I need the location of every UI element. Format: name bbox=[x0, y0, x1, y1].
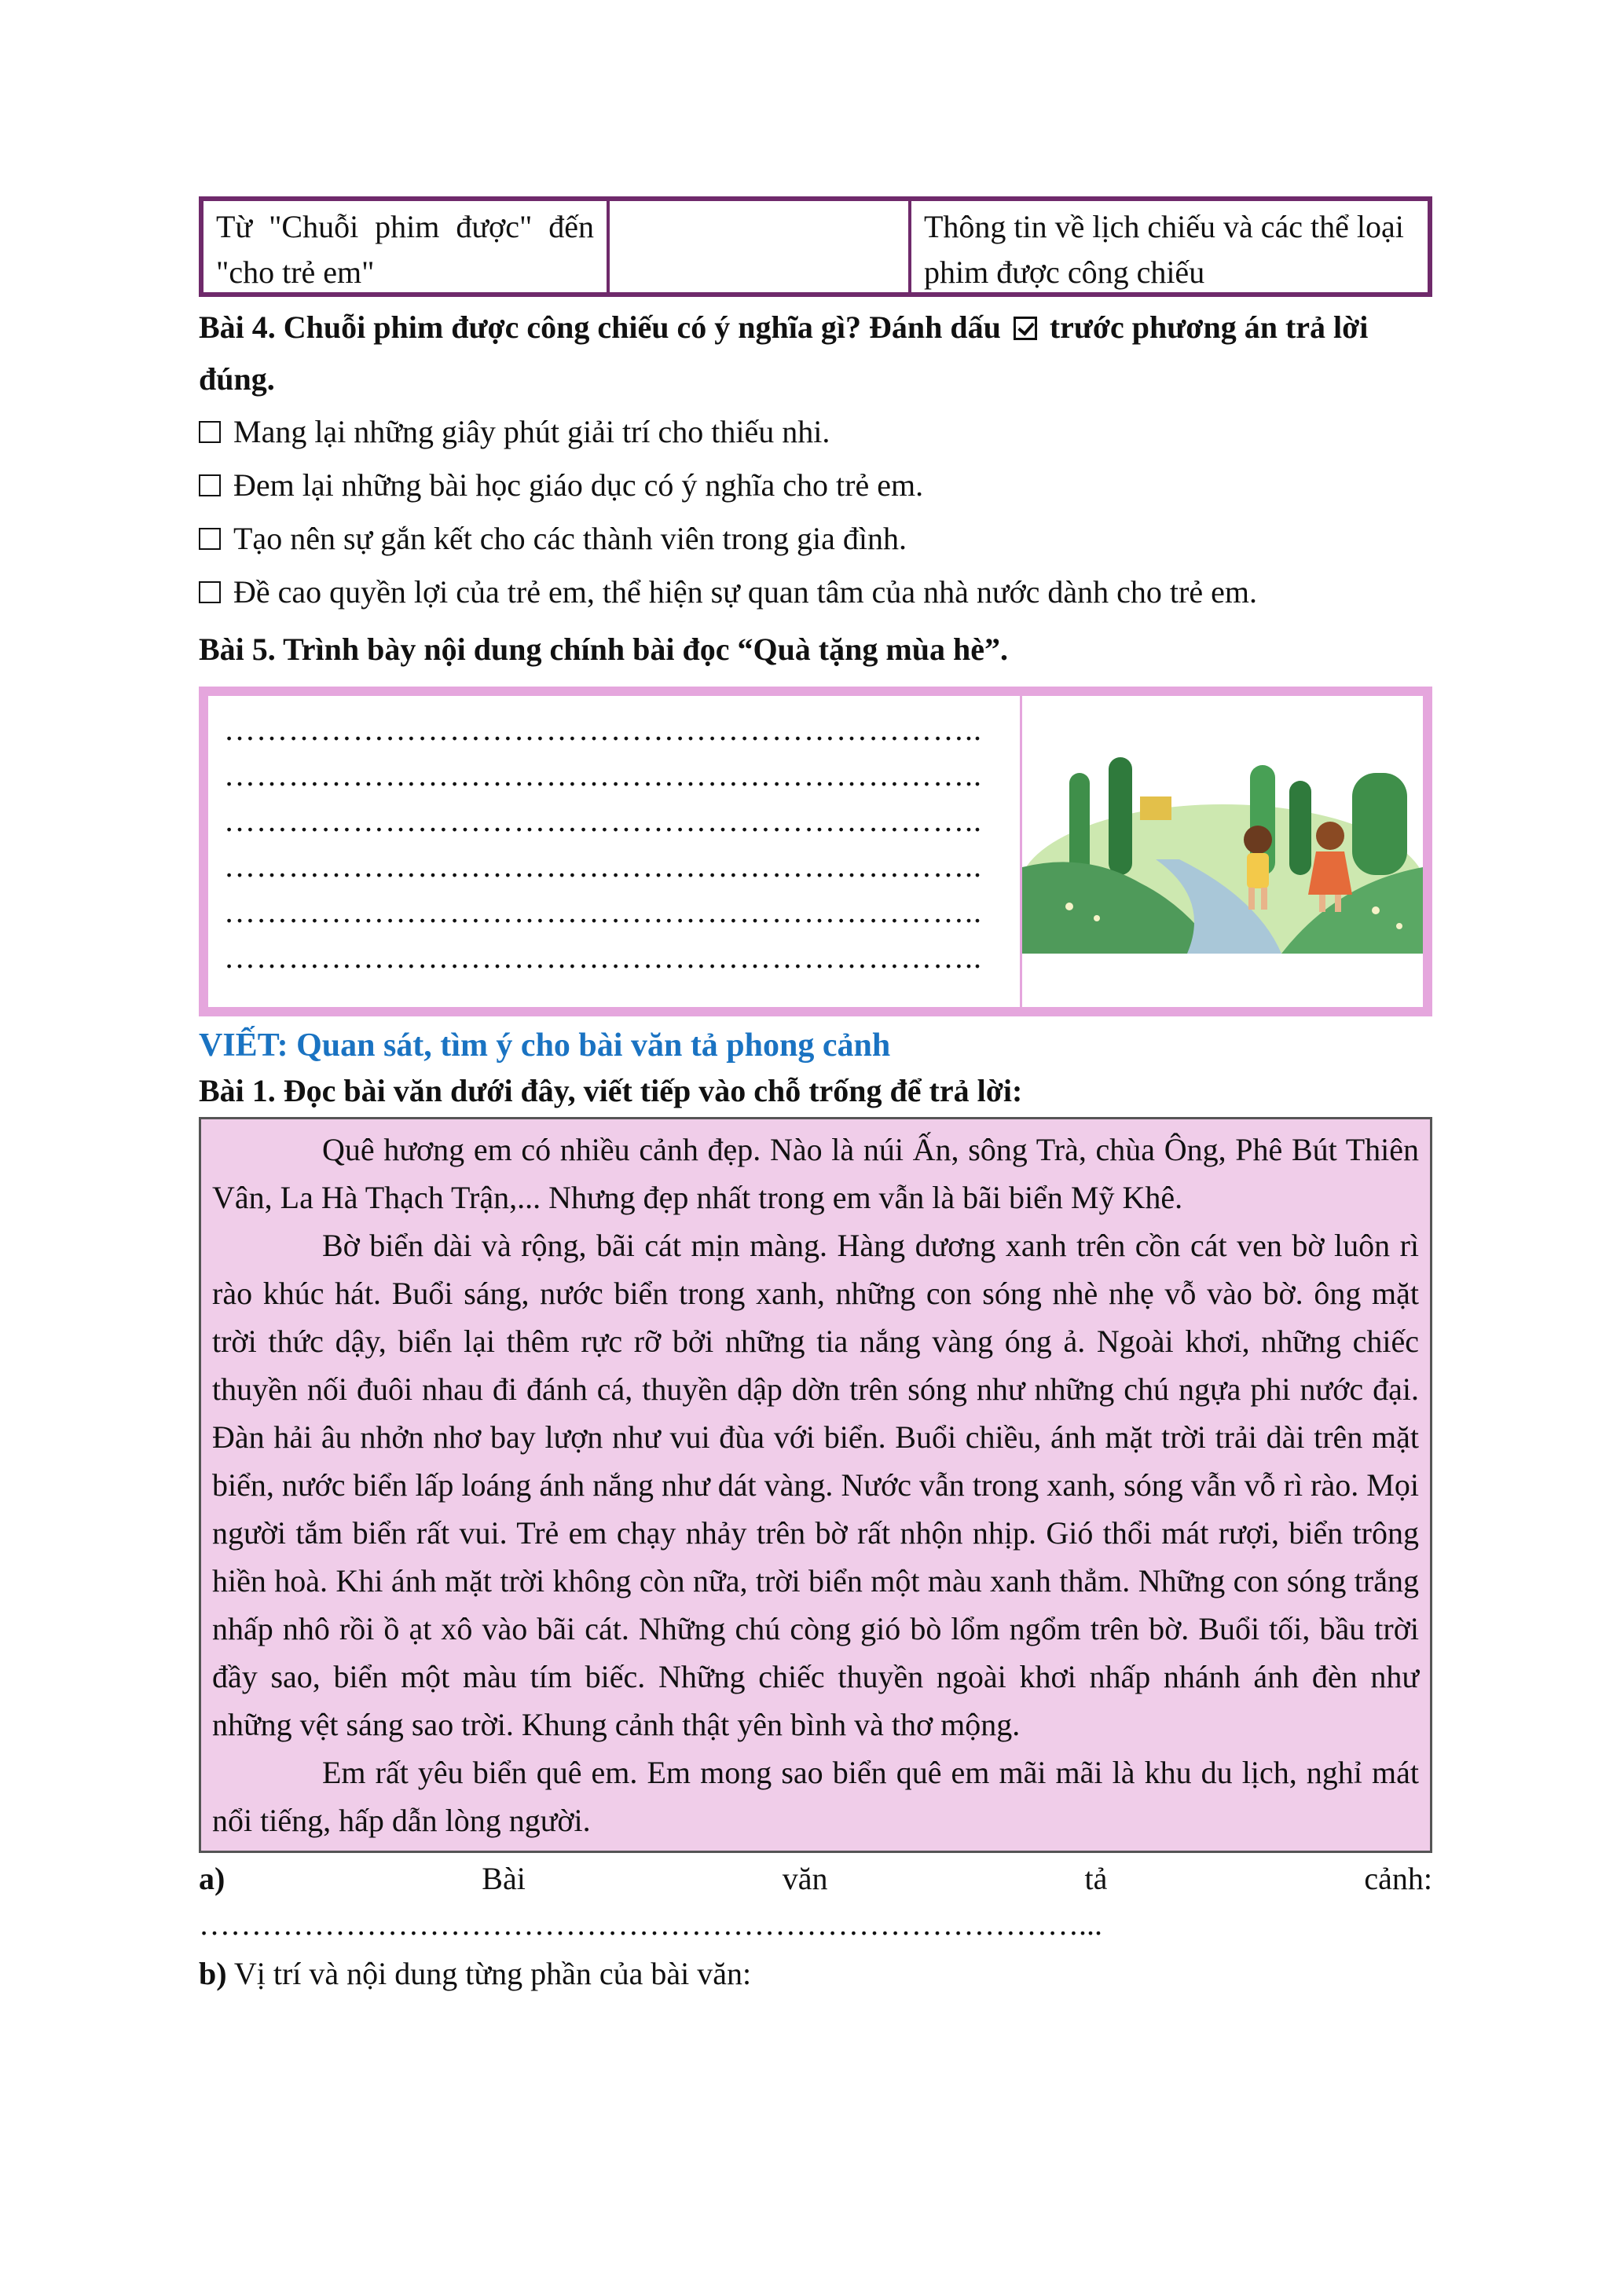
bai4-question-text: Bài 4. Chuỗi phim được công chiếu có ý nghĩa gì? Đánh dấu bbox=[199, 309, 1001, 345]
answer-line[interactable]: …………………………………………………………….. bbox=[224, 939, 982, 975]
table-cell-content: Thông tin về lịch chiếu và các thể loại phim được công chiếu bbox=[924, 209, 1404, 290]
question-a-word: văn bbox=[782, 1861, 828, 1896]
question-a-label: a) bbox=[199, 1861, 225, 1896]
essay-paragraph: Em rất yêu biển quê em. Em mong sao biển quê em mãi mãi là khu du lịch, nghỉ mát nổi tiếng, hấp dẫn lòng người. bbox=[212, 1755, 1419, 1838]
question-a-word: tả bbox=[1084, 1861, 1108, 1896]
essay-paragraph: Quê hương em có nhiều cảnh đẹp. Nào là núi Ấn, sông Trà, chùa Ông, Phê Bút Thiên Vân, La Hà Thạch Trận,... Nhưng đẹp nhất trong em vẫn là bãi biển Mỹ Khê. bbox=[212, 1132, 1419, 1215]
bai4-option[interactable] bbox=[199, 512, 1432, 566]
worksheet-page bbox=[199, 196, 1432, 2001]
answer-lines[interactable] bbox=[208, 696, 1022, 1007]
bai4-option[interactable] bbox=[199, 459, 1432, 512]
viet-bai1-question: Bài 1. Đọc bài văn dưới đây, viết tiếp vào chỗ trống để trả lời: bbox=[199, 1073, 1023, 1108]
question-a-word: Bài bbox=[482, 1861, 526, 1896]
info-table-row bbox=[199, 196, 1432, 297]
bai4-question bbox=[199, 302, 1432, 405]
answer-line[interactable]: …………………………………………………………………………... bbox=[199, 1906, 1102, 1942]
question-b-label: b) bbox=[199, 1956, 227, 1991]
option-label: Đem lại những bài học giáo dục có ý nghĩa cho trẻ em. bbox=[233, 467, 924, 503]
answer-line[interactable]: …………………………………………………………….. bbox=[224, 894, 982, 929]
children-park-illustration bbox=[1022, 749, 1423, 954]
bai4-option[interactable] bbox=[199, 566, 1432, 619]
checkbox-icon[interactable] bbox=[199, 581, 221, 603]
checked-box-icon bbox=[1014, 317, 1037, 340]
question-a-word: cảnh: bbox=[1364, 1861, 1432, 1896]
essay-paragraph: Bờ biển dài và rộng, bãi cát mịn màng. Hàng dương xanh trên cồn cát ven bờ luôn rì rào khúc hát. Buổi sáng, nước biển trong xanh, những con sóng nhè nhẹ vỗ vào bờ. ông mặt trời thức dậy, biển lại thêm rực rỡ bởi những tia nắng vàng óng ả. Ngoài khơi, những chiếc thuyền nối đuôi nhau đi đánh cá, thuyền dập dờn trên sóng như những chú ngựa phi nước đại. Đàn hải âu nhởn nhơ bay lượn như vui đùa với biển. Buổi chiều, ánh mặt trời trải dài trên mặt biển, nước biển lấp loáng ánh nắng như dát vàng. Nước vẫn trong xanh, sóng vẫn vỗ rì rào. Mọi người tắm biển rất vui. Trẻ em chạy nhảy trên bờ rất nhộn nhịp. Gió thổi mát rượi, biển trông hiền hoà. Khi ánh mặt trời không còn nữa, trời biển một màu xanh thẳm. Những con sóng trắng nhấp nhô rồi ồ ạt xô vào bãi cát. Những chú còng gió bò lổm ngổm trên bờ. Buổi tối, bầu trời đầy sao, biển một màu tím biếc. Những chiếc thuyền ngoài khơi nhấp nhánh ánh đèn như những vệt sáng sao trời. Khung cảnh thật yên bình và thơ mộng. bbox=[212, 1228, 1419, 1742]
table-cell-blank[interactable] bbox=[610, 201, 911, 292]
table-cell-range: Từ "Chuỗi phim được" đến "cho trẻ em" bbox=[203, 201, 610, 292]
option-label: Mang lại những giây phút giải trí cho thiếu nhi. bbox=[233, 414, 830, 449]
question-a bbox=[199, 1856, 1432, 1902]
essay-box bbox=[199, 1117, 1432, 1853]
answer-line[interactable]: …………………………………………………………….. bbox=[224, 848, 982, 884]
bai4-option[interactable] bbox=[199, 405, 1432, 459]
answer-line[interactable]: …………………………………………………………….. bbox=[224, 712, 982, 747]
option-label: Đề cao quyền lợi của trẻ em, thể hiện sự quan tâm của nhà nước dành cho trẻ em. bbox=[233, 574, 1257, 610]
viet-heading: VIẾT: Quan sát, tìm ý cho bài văn tả phong cảnh bbox=[199, 1027, 891, 1064]
question-b-text: Vị trí và nội dung từng phần của bài văn: bbox=[233, 1956, 752, 1991]
summer-illustration bbox=[1022, 696, 1423, 1007]
checkbox-icon[interactable] bbox=[199, 528, 221, 550]
bai4-question-text-end: trước phương án trả lời đúng. bbox=[199, 309, 1369, 397]
option-label: Tạo nên sự gắn kết cho các thành viên trong gia đình. bbox=[233, 521, 907, 556]
answer-line[interactable]: …………………………………………………………….. bbox=[224, 757, 982, 793]
answer-line[interactable]: …………………………………………………………….. bbox=[224, 803, 982, 838]
checkbox-icon[interactable] bbox=[199, 421, 221, 443]
bai5-answer-box bbox=[199, 687, 1432, 1016]
checkbox-icon[interactable] bbox=[199, 474, 221, 496]
bai5-question: Bài 5. Trình bày nội dung chính bài đọc “Quà tặng mùa hè”. bbox=[199, 632, 1008, 667]
question-b bbox=[199, 1947, 1432, 2001]
